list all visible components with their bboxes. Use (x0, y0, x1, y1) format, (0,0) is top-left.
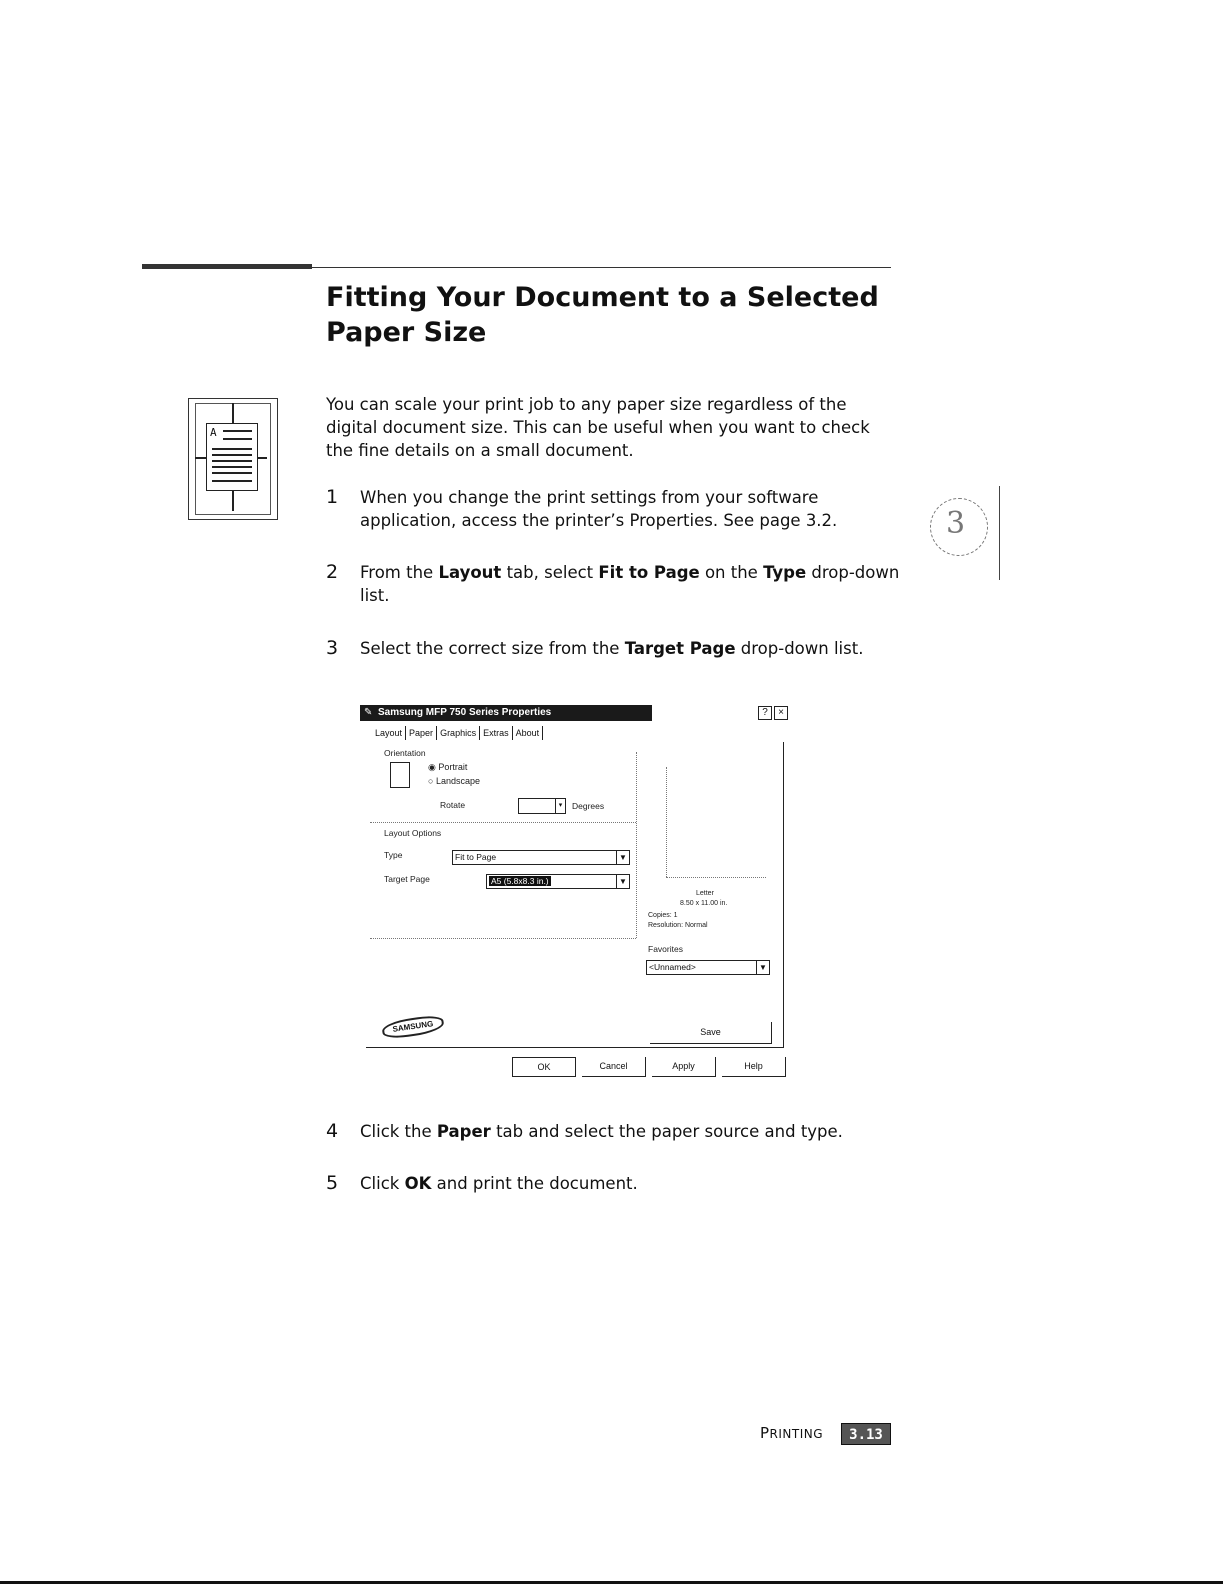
portrait-radio[interactable]: ◉ Portrait (428, 762, 468, 772)
fit-to-page-icon (188, 398, 278, 520)
printer-properties-dialog (360, 705, 800, 1095)
preview-size: 8.50 x 11.00 in. (680, 900, 728, 907)
step-text: When you change the print settings from your software application, access the printer’s Properties. See page 3.2. (360, 488, 838, 530)
chapter-tab (926, 486, 1000, 580)
close-icon[interactable]: × (774, 706, 788, 720)
page-number: 3.13 (841, 1423, 891, 1445)
tab-extras[interactable]: Extras (480, 726, 513, 740)
sample-letter: A (210, 426, 217, 439)
favorites-dropdown[interactable]: <Unnamed> ▼ (646, 960, 770, 975)
page-preview (660, 767, 775, 887)
copies-info: Copies: 1 (648, 912, 678, 919)
layout-pane (366, 742, 784, 1048)
orientation-icon (390, 762, 410, 788)
intro-paragraph: You can scale your print job to any paper size regardless of the digital document size. This can be useful when you want to check the fine details on a small document. (326, 395, 870, 460)
dialog-title-bar (360, 705, 800, 723)
tab-graphics[interactable]: Graphics (437, 726, 480, 740)
type-label: Type (384, 850, 403, 860)
target-page-dropdown[interactable]: A5 (5.8x8.3 in.) ▼ (486, 874, 630, 889)
preview-paper: Letter (696, 890, 714, 897)
help-button[interactable]: Help (722, 1057, 786, 1077)
save-button[interactable]: Save (650, 1022, 772, 1044)
tab-about[interactable]: About (513, 726, 544, 740)
samsung-logo: SAMSUNG (381, 1014, 445, 1040)
header-rule-thin (312, 267, 891, 268)
chapter-number: 3 (946, 506, 966, 541)
header-rule-thick (142, 264, 312, 269)
target-page-label: Target Page (384, 874, 430, 884)
page-title: Fitting Your Document to a Selected Paper Size (326, 282, 879, 348)
printer-icon: ✎ (364, 707, 373, 718)
degrees-label: Degrees (572, 801, 605, 811)
cancel-button[interactable]: Cancel (582, 1057, 646, 1077)
step-text: Click the Paper tab and select the paper source and type. (360, 1122, 843, 1141)
resolution-info: Resolution: Normal (648, 922, 708, 929)
landscape-radio[interactable]: ○ Landscape (428, 776, 480, 786)
step-number: 5 (326, 1172, 339, 1194)
layout-options-label: Layout Options (384, 828, 442, 838)
dialog-tabs (372, 726, 543, 742)
step-text: Select the correct size from the Target Page drop-down list. (360, 639, 864, 658)
rotate-spinner[interactable]: ▾ (518, 798, 566, 814)
rotate-label: Rotate (440, 800, 466, 810)
section-label: PRINTING (760, 1424, 824, 1442)
tab-layout[interactable]: Layout (372, 726, 406, 740)
type-dropdown[interactable]: Fit to Page ▼ (452, 850, 630, 865)
step-text: Click OK and print the document. (360, 1174, 638, 1193)
dialog-title: Samsung MFP 750 Series Properties (360, 705, 652, 721)
help-icon[interactable]: ? (758, 706, 772, 720)
ok-button[interactable]: OK (512, 1057, 576, 1077)
step-number: 1 (326, 486, 339, 508)
step-text: From the Layout tab, select Fit to Page on the Type drop-down list. (360, 563, 900, 605)
step-number: 4 (326, 1120, 339, 1142)
favorites-label: Favorites (648, 944, 683, 954)
step-number: 2 (326, 561, 339, 583)
tab-paper[interactable]: Paper (406, 726, 437, 740)
step-number: 3 (326, 637, 339, 659)
orientation-label: Orientation (384, 748, 426, 758)
apply-button[interactable]: Apply (652, 1057, 716, 1077)
